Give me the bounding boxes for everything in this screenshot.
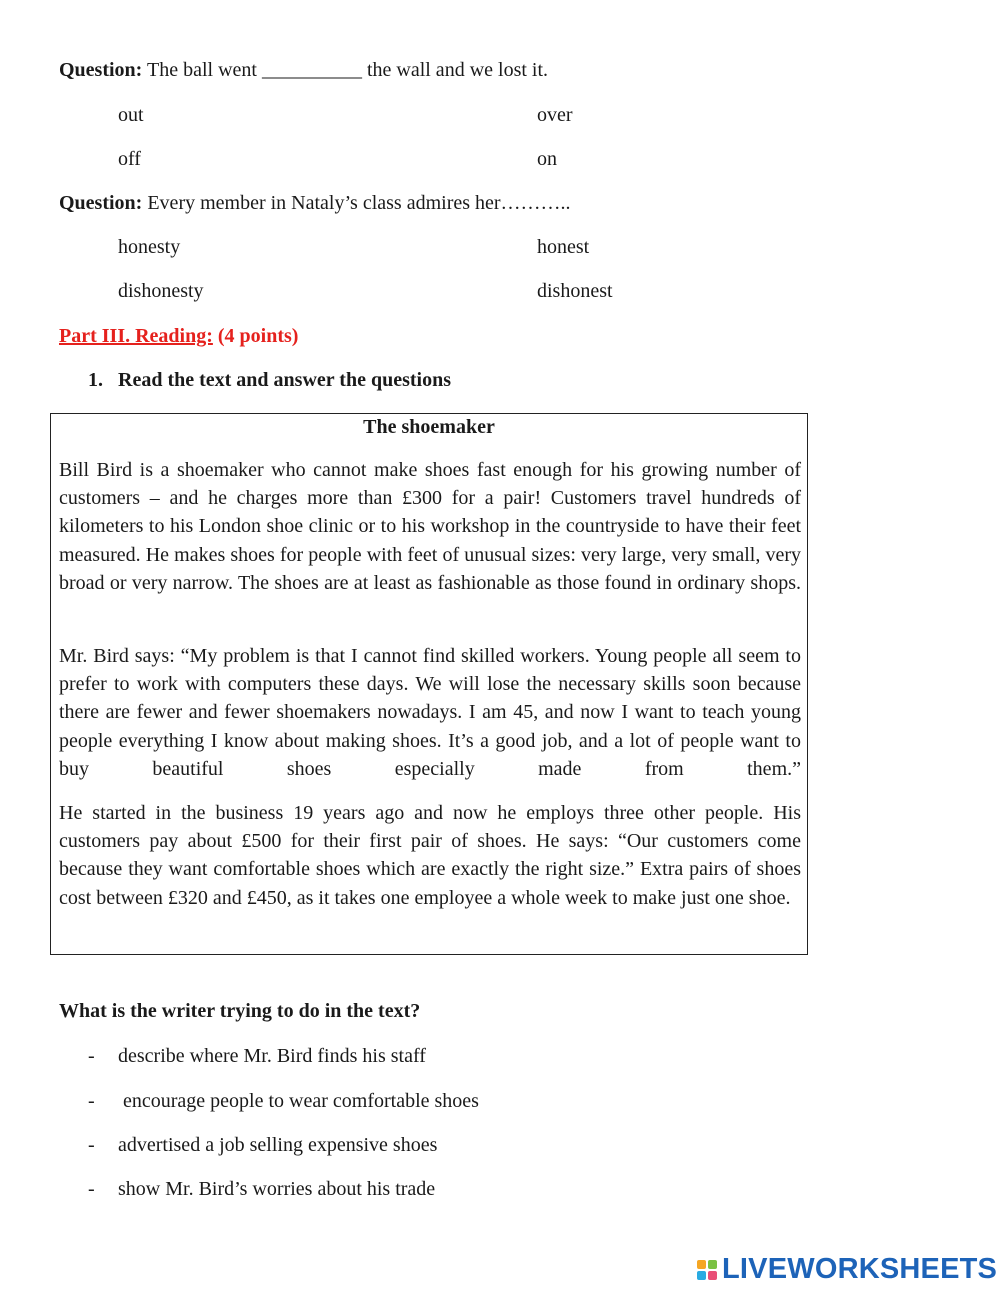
answer-option[interactable]: off [118, 148, 141, 170]
question-2 [59, 192, 571, 215]
answer-option[interactable] [88, 1178, 435, 1201]
question-1-label: Question: [59, 59, 143, 81]
answer-option[interactable]: honesty [118, 236, 181, 258]
passage-paragraph: Bill Bird is a shoemaker who cannot make shoes fast enough for his growing number of customers – and he charges more than £300 for a pair! Customers travel hundreds of kilometers to his London shoe clinic or to his workshop in the countryside to have their feet measured. He makes shoes for people with feet of unusual sizes: very large, very small, very broad or very narrow. The shoes are at least as fashionable as those found in ordinary shops. [59, 459, 801, 594]
answer-option[interactable]: on [537, 148, 557, 170]
comprehension-question: What is the writer trying to do in the text? [59, 1000, 421, 1022]
bullet-dash: - [88, 1090, 95, 1112]
question-2-text: Every member in Nataly’s class admires her……….. [142, 192, 571, 214]
question-1-text: The ball went __________ the wall and we lost it. [142, 59, 549, 81]
bullet-dash: - [88, 1134, 95, 1156]
answer-option-text: advertised a job selling expensive shoes [118, 1134, 438, 1156]
part-heading [59, 325, 298, 348]
answer-option[interactable]: over [537, 104, 573, 126]
answer-option[interactable]: honest [537, 236, 590, 258]
passage-title: The shoemaker [363, 416, 495, 438]
answer-option[interactable]: dishonesty [118, 280, 204, 302]
answer-option[interactable] [88, 1134, 437, 1157]
answer-option-text: describe where Mr. Bird finds his staff [118, 1045, 426, 1067]
passage-paragraph: Mr. Bird says: “My problem is that I cannot find skilled workers. Young people all seem to prefer to work with computers these days. We will lose the necessary skills soon because there are fewer and fewer shoemakers nowadays. I am 45, and now I want to teach young people everything I know about making shoes. It’s a good job, and a lot of people want to buy beautiful shoes especially made from them.” [59, 645, 801, 780]
task-number: 1. [88, 369, 103, 391]
bullet-dash: - [88, 1178, 95, 1200]
answer-option[interactable]: dishonest [537, 280, 613, 302]
answer-option-text: encourage people to wear comfortable shoes [118, 1090, 479, 1112]
task-text: Read the text and answer the questions [118, 369, 451, 391]
liveworksheets-logo [697, 1253, 997, 1286]
reading-passage-box [50, 413, 808, 955]
answer-option[interactable]: out [118, 104, 144, 126]
part-points: (4 points) [212, 325, 299, 347]
task-instruction [88, 369, 451, 392]
logo-mark-icon [697, 1260, 717, 1280]
answer-option-text: show Mr. Bird’s worries about his trade [118, 1178, 436, 1200]
question-1 [59, 59, 548, 82]
answer-option[interactable] [88, 1090, 479, 1113]
answer-option[interactable] [88, 1045, 426, 1068]
question-2-label: Question: [59, 192, 143, 214]
bullet-dash: - [88, 1045, 95, 1067]
brand-name: LIVEWORKSHEETS [722, 1253, 998, 1285]
passage-paragraph: He started in the business 19 years ago and now he employs three other people. His customers pay about £500 for their first pair of shoes. He says: “Our customers come because they want comfortable shoes which are exactly the right size.” Extra pairs of shoes cost between £320 and £450, as it takes one employee a whole week to make just one shoe. [59, 802, 801, 909]
part-title: Part III. Reading: [59, 325, 213, 347]
